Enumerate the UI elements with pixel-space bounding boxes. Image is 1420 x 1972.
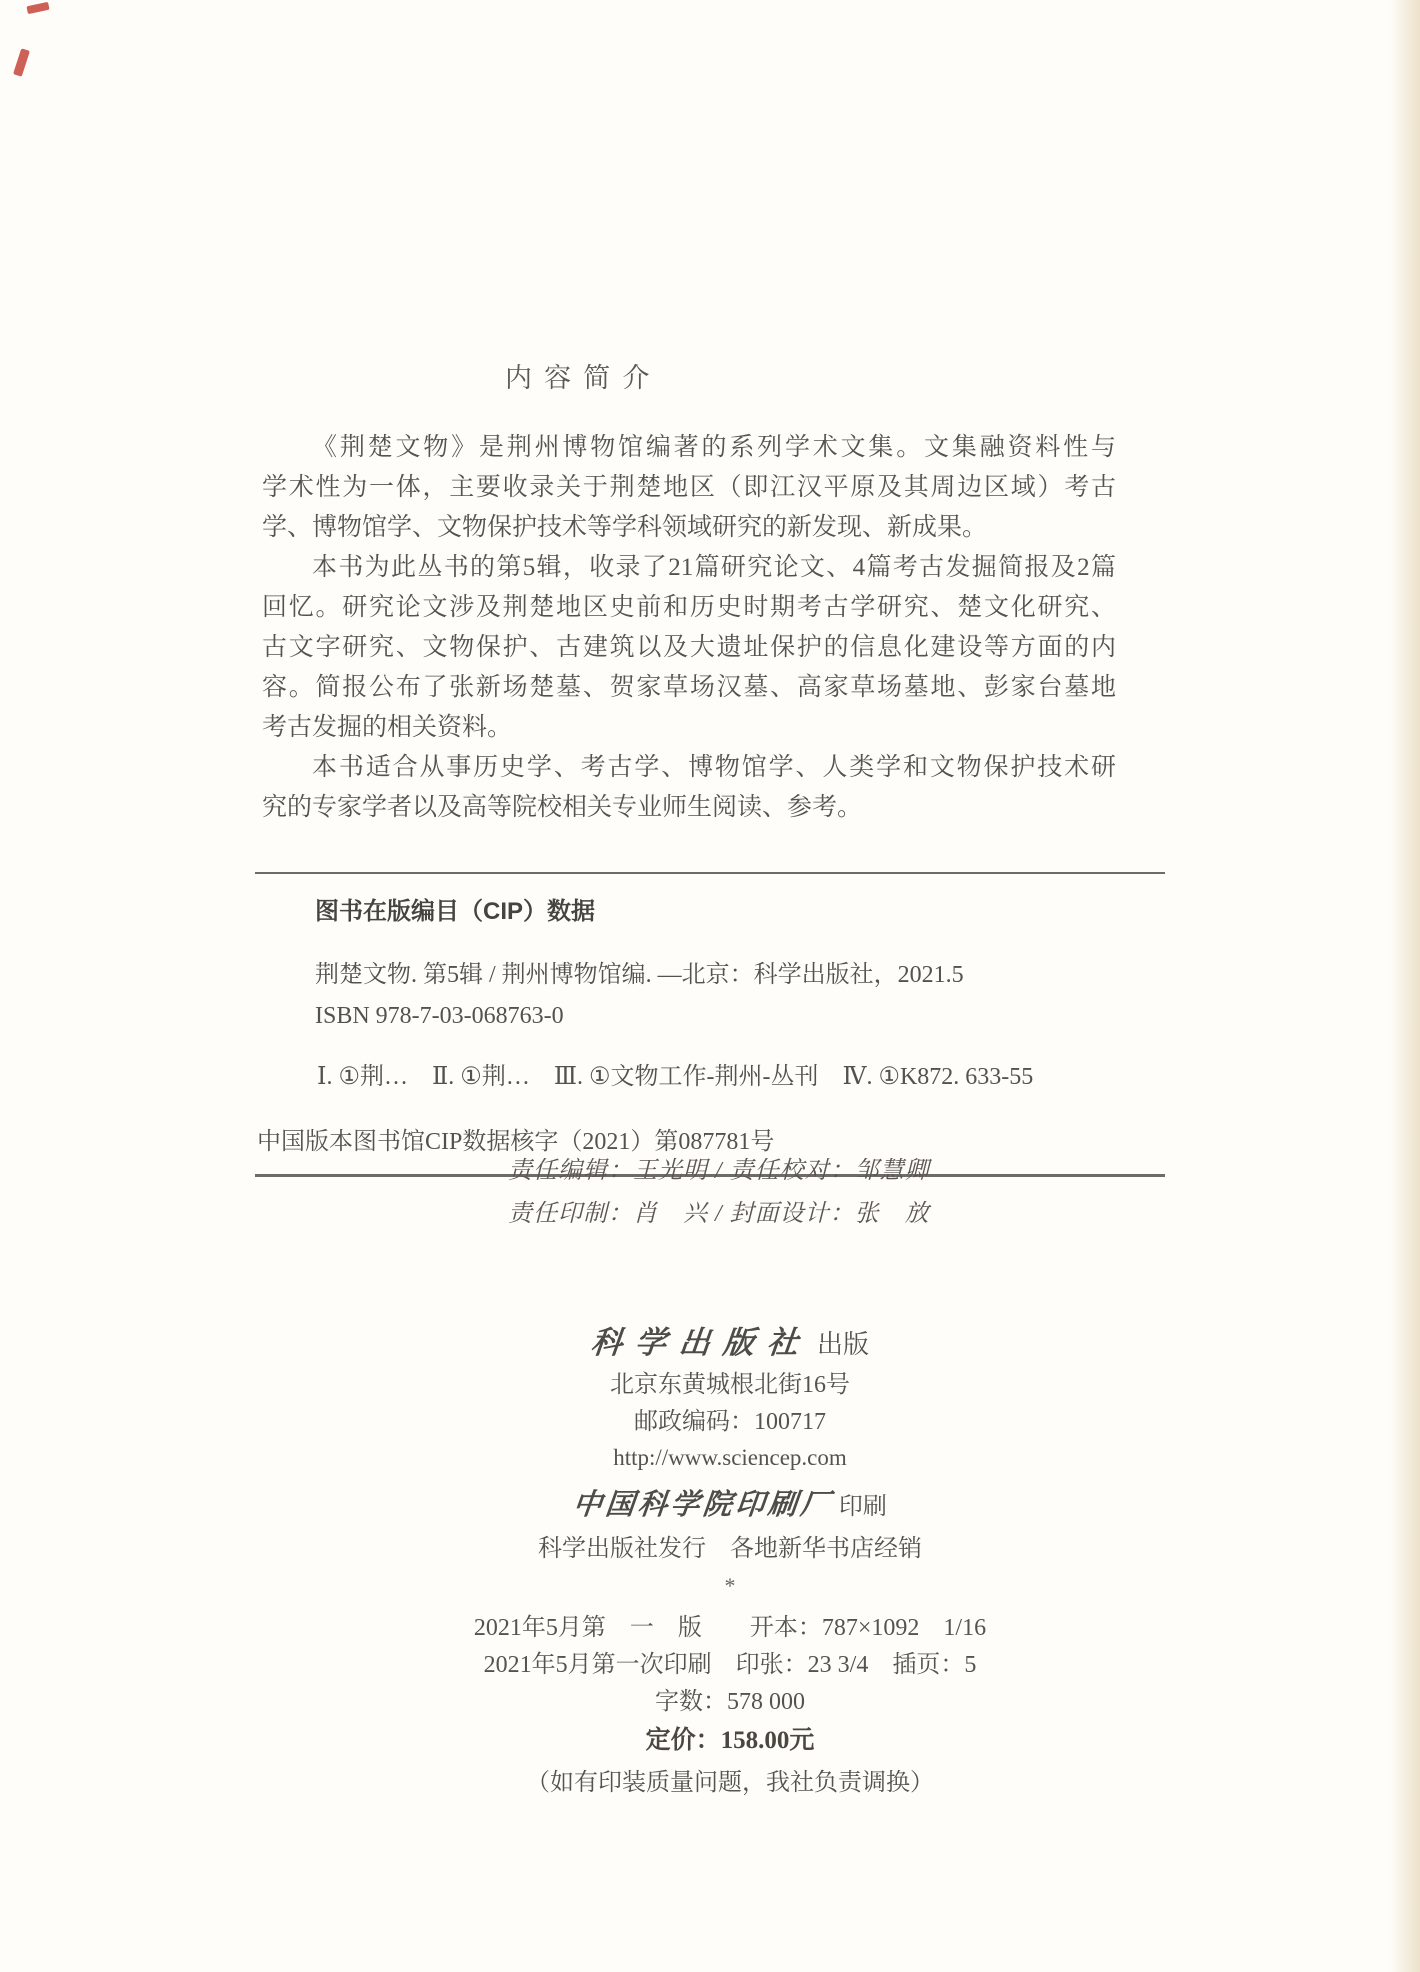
summary-line: 考古发掘的相关资料。 xyxy=(262,714,513,741)
postal-code: 邮政编码：100717 xyxy=(634,1409,826,1435)
impression-info: 2021年5月第一次印刷 印张：23 3/4 插页：5 xyxy=(483,1652,977,1678)
credit-printing: 责任印制：肖 兴 / 封面设计：张 放 xyxy=(508,1201,930,1227)
summary-line: 究的专家学者以及高等院校相关专业师生阅读、参考。 xyxy=(262,794,863,821)
summary-line: 本书为此丛书的第5辑，收录了21篇研究论文、4篇考古发掘简报及2篇 xyxy=(312,554,1116,581)
printer-line xyxy=(380,1483,1080,1529)
red-scan-mark xyxy=(13,48,30,76)
staff-credits xyxy=(508,1150,930,1236)
colophon xyxy=(380,1322,1080,1804)
cip-heading: 图书在版编目（CIP）数据 xyxy=(315,898,596,925)
quality-note: （如有印装质量问题，我社负责调换） xyxy=(526,1770,934,1796)
publisher-line xyxy=(380,1322,1080,1367)
red-scan-mark xyxy=(26,2,49,14)
summary-line: 古文字研究、文物保护、古建筑以及大遗址保护的信息化建设等方面的内 xyxy=(262,634,1116,661)
publisher-address: 北京东黄城根北街16号 xyxy=(610,1372,850,1398)
edition-info: 2021年5月第 一 版 开本：787×1092 1/16 xyxy=(473,1615,987,1641)
page-edge-shadow xyxy=(1390,0,1420,1972)
section-divider-star: * xyxy=(724,1573,736,1598)
summary-line: 《荆楚文物》是荆州博物馆编著的系列学术文集。文集融资料性与 xyxy=(312,434,1116,461)
cip-record-number: 中国版本图书馆CIP数据核字（2021）第087781号 xyxy=(257,1129,775,1155)
cip-classification: Ⅰ. ①荆… Ⅱ. ①荆… Ⅲ. ①文物工作-荆州-丛刊 Ⅳ. ①K872. 633-55 xyxy=(317,1064,1034,1090)
cip-entry: 荆楚文物. 第5辑 / 荆州博物馆编. —北京：科学出版社，2021.5 xyxy=(315,962,964,988)
printer-suffix: 印刷 xyxy=(838,1494,887,1520)
summary-line: 回忆。研究论文涉及荆楚地区史前和历史时期考古学研究、楚文化研究、 xyxy=(262,594,1116,621)
cip-rule-top xyxy=(255,872,1165,874)
science-press-logotype: 科学出版社 xyxy=(589,1325,813,1360)
word-count: 字数：578 000 xyxy=(655,1689,805,1715)
content-summary xyxy=(262,428,1116,828)
price: 定价：158.00元 xyxy=(645,1727,815,1754)
printer-logotype: 中国科学院印刷厂 xyxy=(571,1489,835,1521)
page-title: 内容简介 xyxy=(505,363,662,393)
distribution-line: 科学出版社发行 各地新华书店经销 xyxy=(538,1536,922,1562)
credit-editors: 责任编辑：王光明 / 责任校对：邹慧卿 xyxy=(508,1158,930,1184)
publisher-suffix: 出版 xyxy=(817,1330,870,1359)
summary-line: 学术性为一体，主要收录关于荆楚地区（即江汉平原及其周边区域）考古 xyxy=(262,474,1116,501)
summary-line: 本书适合从事历史学、考古学、博物馆学、人类学和文物保护技术研 xyxy=(312,754,1116,781)
summary-line: 学、博物馆学、文物保护技术等学科领域研究的新发现、新成果。 xyxy=(262,514,988,541)
cip-data-block xyxy=(255,872,1165,1177)
cip-isbn: ISBN 978-7-03-068763-0 xyxy=(315,1003,564,1029)
publisher-website: http://www.sciencep.com xyxy=(613,1445,847,1470)
summary-line: 容。简报公布了张新场楚墓、贺家草场汉墓、高家草场墓地、彭家台墓地 xyxy=(262,674,1116,701)
